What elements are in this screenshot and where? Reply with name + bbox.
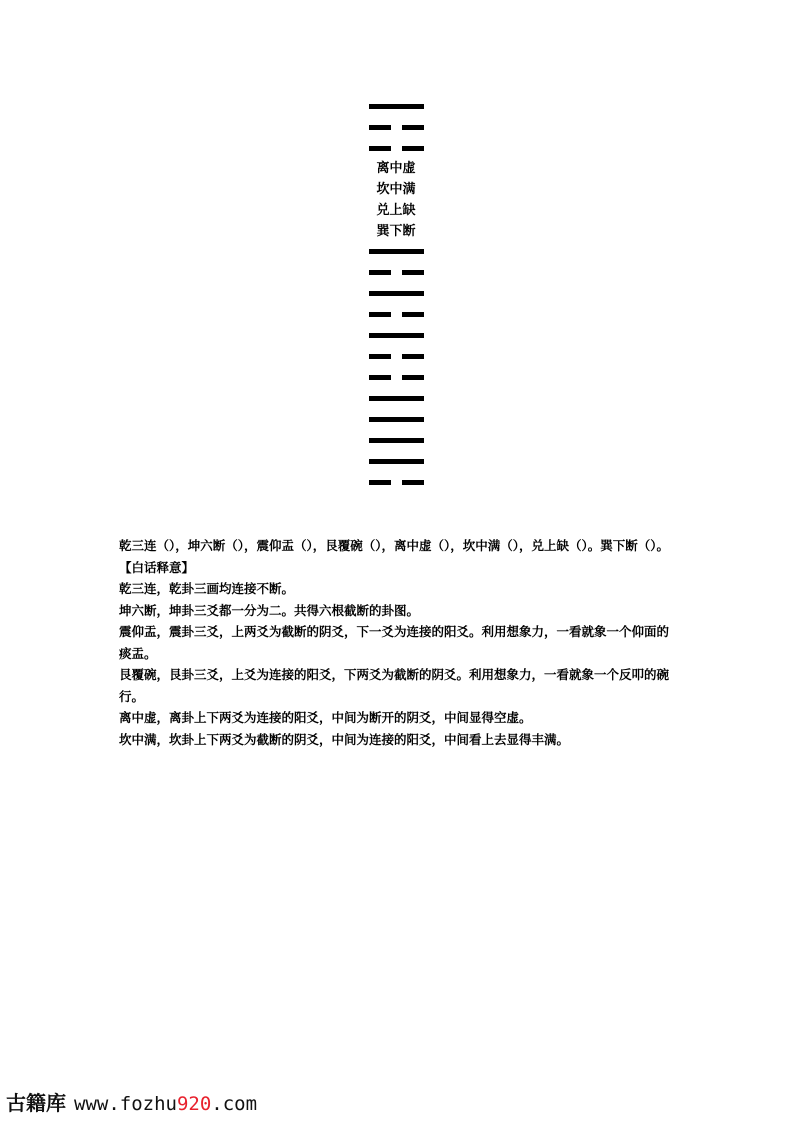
mnemonic-dui: 兑上缺 [376,203,416,218]
footer-url-suffix: .com [211,1093,258,1115]
explanation-qian: 乾三连，乾卦三画均连接不断。 [119,581,295,596]
explanation-li: 离中虚，离卦上下两爻为连接的阳爻，中间为断开的阴爻，中间显得空虚。 [119,710,532,725]
section-heading: 【白话释意】 [119,559,195,575]
yang-line [369,291,424,296]
mnemonic-kan: 坎中满 [376,182,416,197]
body-text [119,535,679,750]
yang-line [369,417,424,422]
yang-line [369,396,424,401]
yang-line [369,333,424,338]
mnemonic-block [356,158,436,242]
yin-line-segment [402,375,424,380]
footer-url-number: 920 [176,1093,212,1115]
yin-line-segment [402,146,424,151]
yin-line-segment [402,312,424,317]
yang-line [369,438,424,443]
yin-line-segment [369,312,391,317]
mnemonic-xun: 巽下断 [376,224,416,239]
yin-line-segment [369,270,391,275]
yin-line-segment [402,270,424,275]
mnemonic-li: 离中虚 [376,161,416,176]
yin-line-segment [402,354,424,359]
question-paragraph: 乾三连（），坤六断（），震仰盂（），艮覆碗（），离中虚（），坎中满（），兑上缺（）。巽下断（）。 [119,538,670,553]
yin-line-segment [369,146,391,151]
yang-line [369,249,424,254]
footer-url-prefix: www.fozhu [74,1093,177,1115]
yin-line-segment [369,125,391,130]
yin-line-segment [369,354,391,359]
yang-line [369,104,424,109]
explanation-zhen: 震仰盂，震卦三爻，上两爻为截断的阴爻，下一爻为连接的阳爻。利用想象力，一看就象一个仰面的痰盂。 [119,624,670,661]
yin-line-segment [402,125,424,130]
yin-line-segment [402,480,424,485]
yin-line-segment [369,480,391,485]
explanation-kun: 坤六断，坤卦三爻都一分为二。共得六根截断的卦图。 [119,602,420,618]
yin-line-segment [369,375,391,380]
yang-line [369,459,424,464]
footer-site-name: 古籍库 [6,1091,66,1115]
footer-watermark [6,1087,257,1117]
explanation-gen: 艮覆碗，艮卦三爻，上爻为连接的阳爻，下两爻为截断的阴爻。利用想象力，一看就象一个反叩的碗行。 [119,667,670,704]
explanation-kan: 坎中满，坎卦上下两爻为截断的阴爻，中间为连接的阳爻，中间看上去显得丰满。 [119,731,570,747]
